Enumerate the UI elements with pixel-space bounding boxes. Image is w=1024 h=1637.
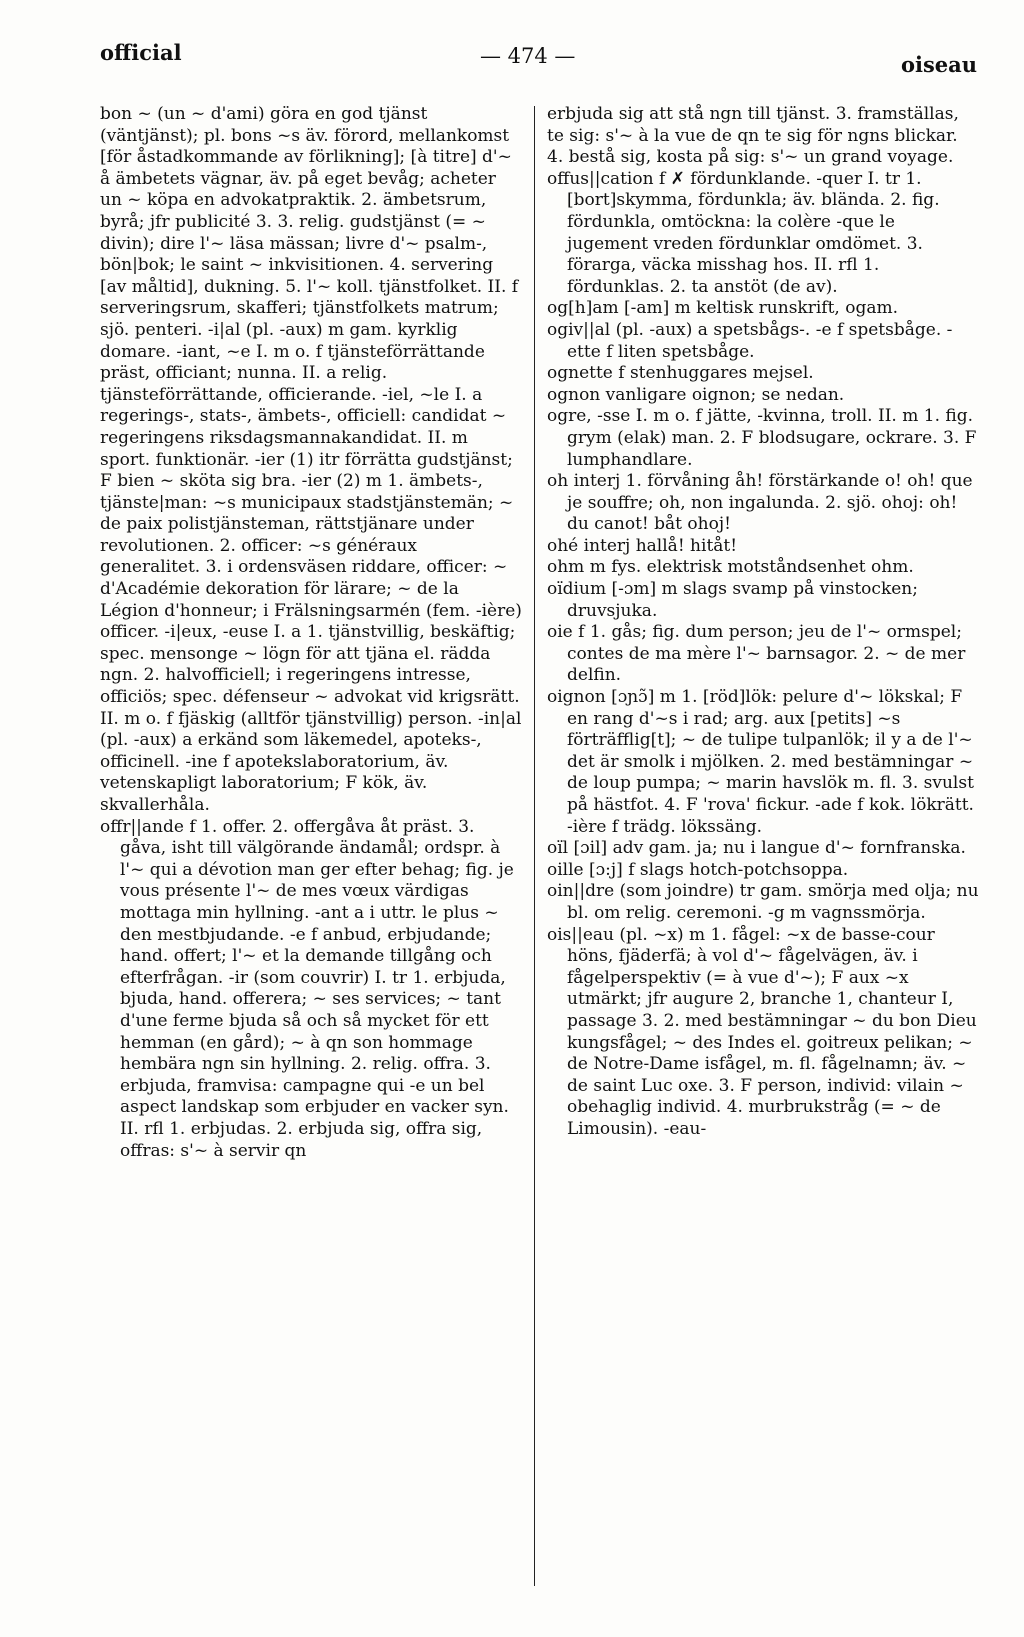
dictionary-entry: ogiv||al (pl. -aux) a spetsbågs-. -e f spetsbåge. -ette f liten spetsbåge. (547, 319, 953, 362)
dictionary-entry: ognette f stenhuggares mejsel. (547, 363, 814, 384)
dictionary-entry: oïdium [-ɔm] m slags svamp på vinstocken; druvsjuka. (547, 579, 918, 621)
page-number: — 474 — (480, 44, 576, 68)
dictionary-entry: ohm m fys. elektrisk motståndsenhet ohm. (547, 557, 914, 578)
page-header (0, 40, 1024, 80)
left-guide-word: official (100, 40, 182, 65)
dictionary-entry: offr||ande f 1. offer. 2. offergåva åt präst. 3. gåva, isht till välgörande ändamål; ordspr. à l'~ qui a dévotion man ger efter behag; fig. je vous présente l'~ de mes vœux värdigas mottaga min hyllning. -ant a i uttr. le plus ~ den mestbjudande. -e f anbud, erbjudande; hand. offert; l'~ et la demande tillgång och efterfrågan. -ir (som couvrir) I. tr 1. erbjuda, bjuda, hand. offerera; ~ ses services; ~ tant d'une ferme bjuda så och så mycket för ett hemman (en gård); ~ à qn son hommage hembära ngn sin hyllning. 2. relig. offra. 3. erbjuda, framvisa: campagne qui -e un bel aspect landskap som erbjuder en vacker syn. II. rfl 1. erbjudas. 2. erbjuda sig, offra sig, offras: s'~ à servir qn (100, 816, 514, 1161)
dictionary-entry: ognon vanligare oignon; se nedan. (547, 384, 845, 405)
left-column (100, 104, 522, 1162)
dictionary-entry: oïl [ɔil] adv gam. ja; nu i langue d'~ fornfranska. (547, 838, 966, 859)
dictionary-entry: oie f 1. gås; fig. dum person; jeu de l'~ ormspel; contes de ma mère l'~ barnsagor. 2. ~ de mer delfin. (547, 622, 966, 686)
dictionary-entry: oille [ɔ:j] f slags hotch-potchsoppa. (547, 859, 849, 880)
dictionary-entry: erbjuda sig att stå ngn till tjänst. 3. framställas, te sig: s'~ à la vue de qn te sig för ngns blickar. 4. bestå sig, kosta på sig: s'~ un grand voyage. (547, 104, 959, 168)
dictionary-entry: ohé interj hallå! hitåt! (547, 535, 738, 556)
dictionary-entry: ogre, -sse I. m o. f jätte, -kvinna, troll. II. m 1. fig. grym (elak) man. 2. F blodsugare, ockrare. 3. F lumphandlare. (547, 406, 977, 470)
dictionary-entry: offus||cation f ✗ fördunklande. -quer I. tr 1. [bort]skymma, fördunkla; äv. blända. 2. fig. fördunkla, omtöckna: la colère -que le jugement vreden fördunklar omdömet. 3. förarga, väcka misshag hos. II. rfl 1. fördunklas. 2. ta anstöt (de av). (547, 168, 940, 297)
dictionary-entry: bon ~ (un ~ d'ami) göra en god tjänst (väntjänst); pl. bons ~s äv. förord, mellankomst [för åstadkommande av förlikning]; [à titre] d'~ å ämbetets vägnar, äv. på eget bevåg; acheter un ~ köpa en advokatpraktik. 2. ämbetsrum, byrå; jfr publicité 3. 3. relig. gudstjänst (= ~ divin); dire l'~ läsa mässan; livre d'~ psalm-, bön|bok; le saint ~ inkvisitionen. 4. servering [av måltid], dukning. 5. l'~ koll. tjänstfolket. II. f serveringsrum, skafferi; tjänstfolkets matrum; sjö. penteri. -i|al (pl. -aux) m gam. kyrklig domare. -iant, ~e I. m o. f tjänsteförrättande präst, officiant; nunna. II. a relig. tjänsteförrättande, officierande. -iel, ~le I. a regerings-, stats-, ämbets-, officiell: candidat ~ regeringens riksdagsmannakandidat. II. m sport. funktionär. -ier (1) itr förrätta gudstjänst; F bien ~ sköta sig bra. -ier (2) m 1. ämbets-, tjänste|man: ~s municipaux stadstjänstemän; ~ de paix polistjänsteman, rättstjänare under revolutionen. 2. officer: ~s généraux generalitet. 3. i ordensväsen riddare, officer: ~ d'Académie dekoration för lärare; ~ de la Légion d'honneur; i Frälsningsarmén (fem. -ière) officer. -i|eux, -euse I. a 1. tjänstvillig, beskäftig; spec. mensonge ~ lögn för att tjäna el. rädda ngn. 2. halvofficiell; i regeringens intresse, officiös; spec. défenseur ~ advokat vid krigsrätt. II. m o. f fjäskig (alltför tjänstvillig) person. -in|al (pl. -aux) a erkänd som läkemedel, apoteks-, officinell. -ine f apotekslaboratorium, äv. vetenskapligt laboratorium; F kök, äv. skvallerhåla. (100, 104, 522, 815)
dictionary-entry: oh interj 1. förvåning åh! förstärkande o! oh! que je souffre; oh, non ingalunda. 2. sjö. ohoj: oh! du canot! båt ohoj! (547, 471, 973, 535)
dictionary-entry: og[h]am [-am] m keltisk runskrift, ogam. (547, 298, 898, 319)
dictionary-entry: oignon [ɔɲɔ̃] m 1. [röd]lök: pelure d'~ lökskal; F en rang d'~s i rad; arg. aux [petits] ~s förträfflig[t]; ~ de tulipe tulpanlök; il y a de l'~ det är smolk i mjölken. 2. med bestämningar ~ de loup pumpa; ~ marin havslök m. fl. 3. svulst på hästfot. 4. F 'rova' fickur. -ade f kok. lökrätt. -ière f trädg. lökssäng. (547, 687, 974, 837)
right-column (547, 104, 979, 1141)
dictionary-entry: oin||dre (som joindre) tr gam. smörja med olja; nu bl. om relig. ceremoni. -g m vagnssmörja. (547, 881, 979, 923)
right-guide-word: oiseau (900, 52, 977, 77)
dictionary-entry: ois||eau (pl. ~x) m 1. fågel: ~x de basse-cour höns, fjäderfä; à vol d'~ fågelvägen, äv. i fågelperspektiv (= à vue d'~); F aux ~x utmärkt; jfr augure 2, branche 1, chanteur I, passage 3. 2. med bestämningar ~ du bon Dieu kungsfågel; ~ des Indes el. goitreux pelikan; ~ de Notre-Dame isfågel, m. fl. fågelnamn; äv. ~ de saint Luc oxe. 3. F person, individ: vilain ~ obehaglig individ. 4. murbrukstråg (= ~ de Limousin). -eau- (547, 924, 977, 1139)
column-divider (534, 106, 535, 1586)
